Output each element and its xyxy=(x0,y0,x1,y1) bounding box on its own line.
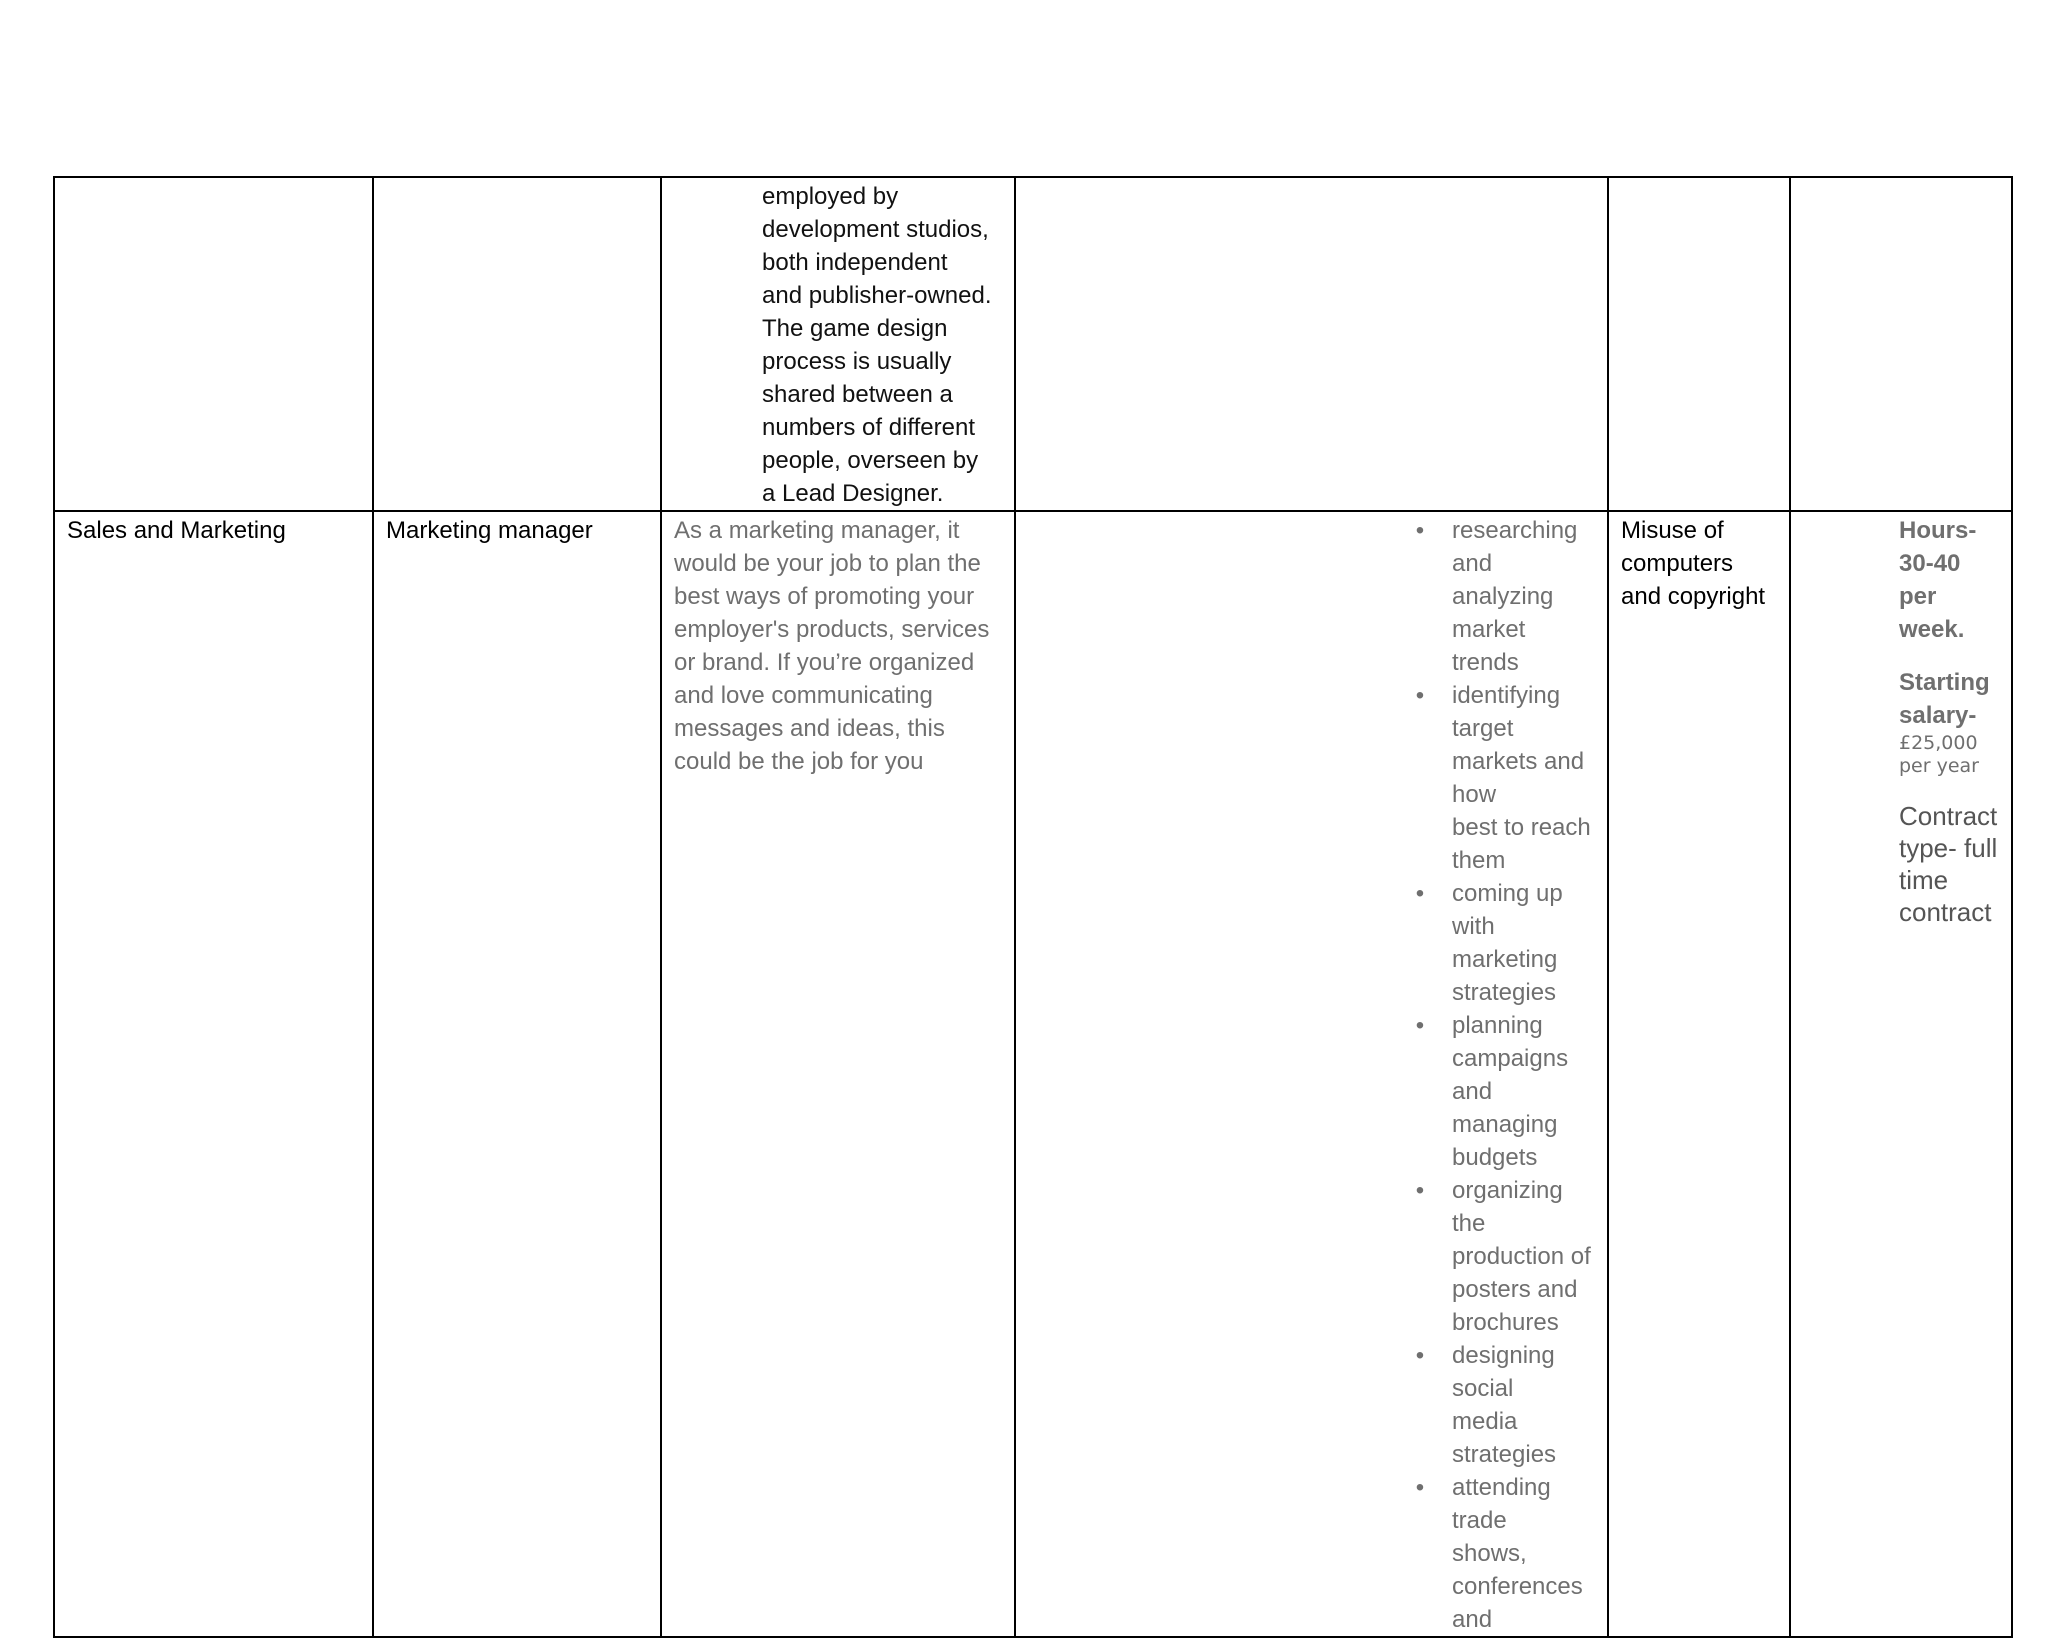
cell-job-title-empty xyxy=(373,177,661,511)
duty-text: planning campaigns and managing budgets xyxy=(1452,1012,1569,1171)
cell-sector-empty xyxy=(54,177,373,511)
bullet-icon: • xyxy=(1415,682,1425,709)
job-description-text: As a marketing manager, it would be your job to plan the best ways of promoting your employer's products, services or brand. If you’re organized and love communicating messages and ideas, this could be the job for you xyxy=(674,517,990,775)
cell-description xyxy=(661,511,1015,1637)
cell-description-continued xyxy=(661,177,1015,511)
list-item xyxy=(1410,1174,1595,1339)
careers-table xyxy=(53,176,2013,1638)
hours-text: Hours- 30-40 per week. xyxy=(1899,517,1977,643)
bullet-icon: • xyxy=(1415,517,1425,544)
job-info-block xyxy=(1803,514,1999,928)
salary-label: Starting salary- xyxy=(1899,669,1990,729)
list-item xyxy=(1410,514,1595,679)
legal-issues-text: Misuse of computers and copyright xyxy=(1621,517,1766,610)
table-row-marketing xyxy=(54,511,2012,1637)
cell-legal-empty xyxy=(1608,177,1790,511)
list-item xyxy=(1410,1471,1595,1636)
duty-text: coming up with marketing strategies xyxy=(1452,880,1563,1006)
list-item xyxy=(1410,1339,1595,1471)
cell-duties xyxy=(1015,511,1608,1637)
duty-text: identifying target markets and how best to reach them xyxy=(1452,682,1591,874)
cell-legal xyxy=(1608,511,1790,1637)
cell-duties-empty xyxy=(1015,177,1608,511)
contract-type-text: Contract type- full time contract xyxy=(1899,801,1998,927)
list-item xyxy=(1410,877,1595,1009)
salary-value: £25,000 per year xyxy=(1899,732,1979,777)
job-title-text: Marketing manager xyxy=(386,517,593,544)
bullet-icon: • xyxy=(1415,1012,1425,1039)
list-item xyxy=(1410,679,1595,877)
table-row-continued xyxy=(54,177,2012,511)
continued-description-text: employed by development studios, both independent and publisher-owned. The game design process is usually shared between a numbers of different people, overseen by a Lead Designer. xyxy=(762,183,992,507)
bullet-icon: • xyxy=(1415,1342,1425,1369)
bullet-icon: • xyxy=(1415,880,1425,907)
bullet-icon: • xyxy=(1415,1177,1425,1204)
bullet-icon: • xyxy=(1415,1474,1425,1501)
duty-text: researching and analyzing market trends xyxy=(1452,517,1578,676)
cell-job-title xyxy=(373,511,661,1637)
list-item xyxy=(1410,1009,1595,1174)
duty-text: attending trade shows, conferences and xyxy=(1452,1474,1583,1633)
duty-text: organizing the production of posters and brochures xyxy=(1452,1177,1591,1336)
cell-info xyxy=(1790,511,2012,1637)
sector-text: Sales and Marketing xyxy=(67,517,286,544)
duties-list xyxy=(1028,514,1595,1636)
cell-sector xyxy=(54,511,373,1637)
cell-info-empty xyxy=(1790,177,2012,511)
duty-text: designing social media strategies xyxy=(1452,1342,1557,1468)
